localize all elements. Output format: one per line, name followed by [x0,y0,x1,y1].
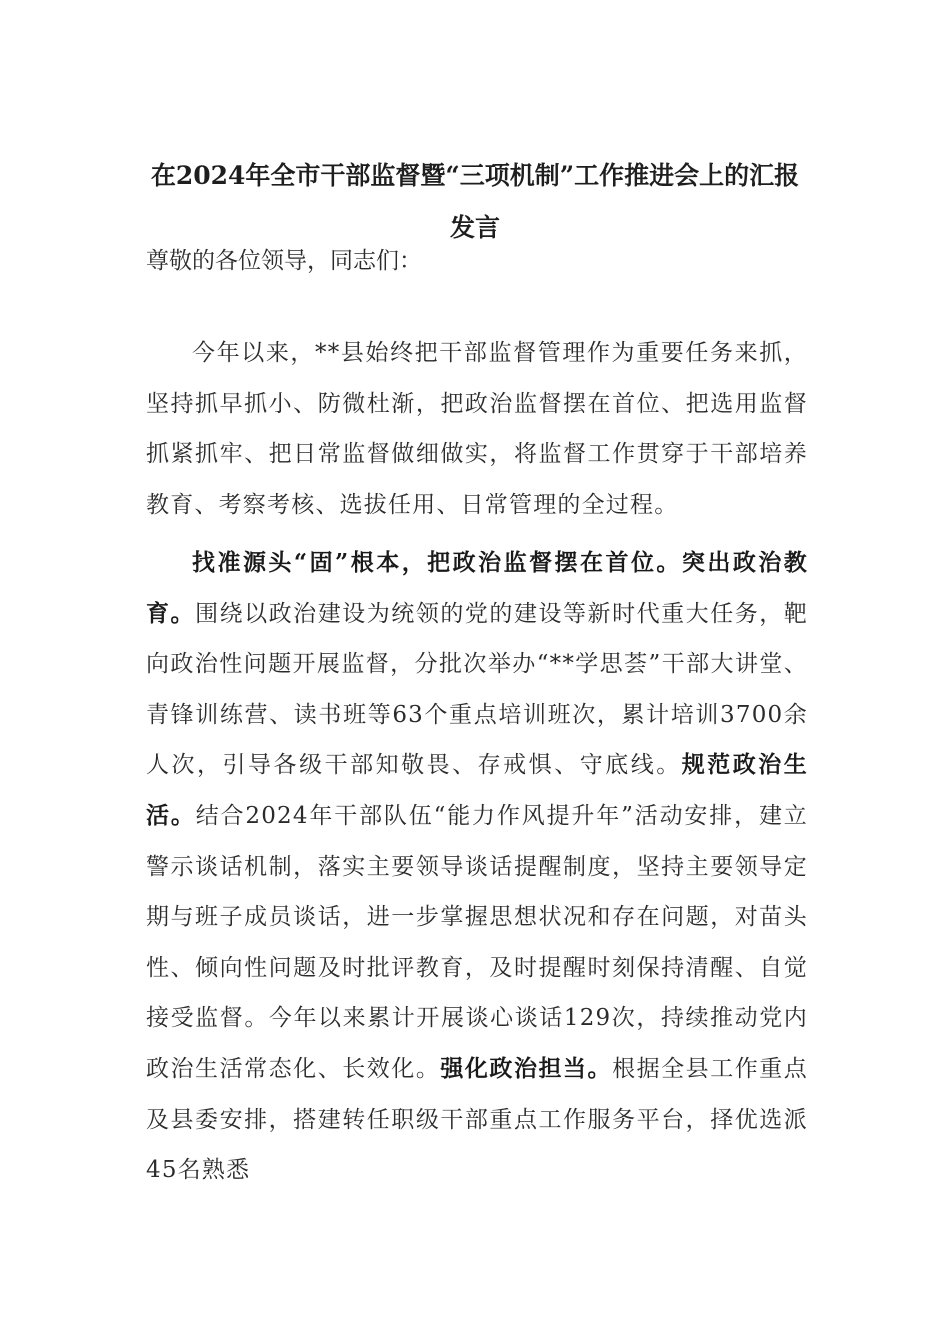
item-title-political-life: 规范政治生活。 [146,751,808,829]
section-paragraph [146,538,808,1196]
salutation: 尊敬的各位领导，同志们： [146,248,422,274]
section-heading: 找准源头“固”根本，把政治监督摆在首位。 [192,549,682,576]
document-title: 在2024年全市干部监督暨“三项机制”工作推进会上的汇报发言 [150,161,800,242]
item-text-political-responsibility: 根据全县工作重点及县委安排，搭建转任职级干部重点工作服务平台，择优选派45名熟悉 [146,1055,808,1184]
item-text-political-life: 结合2024年干部队伍“能力作风提升年”活动安排，建立警示谈话机制，落实主要领导谈话提醒制度，坚持主要领导定期与班子成员谈话，进一步掌握思想状况和存在问题，对苗头性、倾向性问题及时批评教育，及时提醒时刻保持清醒、自觉接受监督。今年以来累计开展谈心谈话129次，持续推动党内政治生活常态化、长效化。 [146,802,809,1082]
item-title-political-responsibility: 强化政治担当。 [440,1054,613,1082]
item-text-political-education: 围绕以政治建设为统领的党的建设等新时代重大任务，靶向政治性问题开展监督，分批次举办“**学思荟”干部大讲堂、青锋训练营、读书班等63个重点培训班次，累计培训3700余人次，引导各级干部知敬畏、存戒惧、守底线。 [146,600,808,779]
intro-paragraph: 今年以来，**县始终把干部监督管理作为重要任务来抓，坚持抓早抓小、防微杜渐，把政治监督摆在首位、把选用监督抓紧抓牢、把日常监督做细做实，将监督工作贯穿于干部培养教育、考察考核、选拔任用、日常管理的全过程。 [146,340,808,518]
item-title-political-education: 突出政治教育。 [146,549,808,627]
